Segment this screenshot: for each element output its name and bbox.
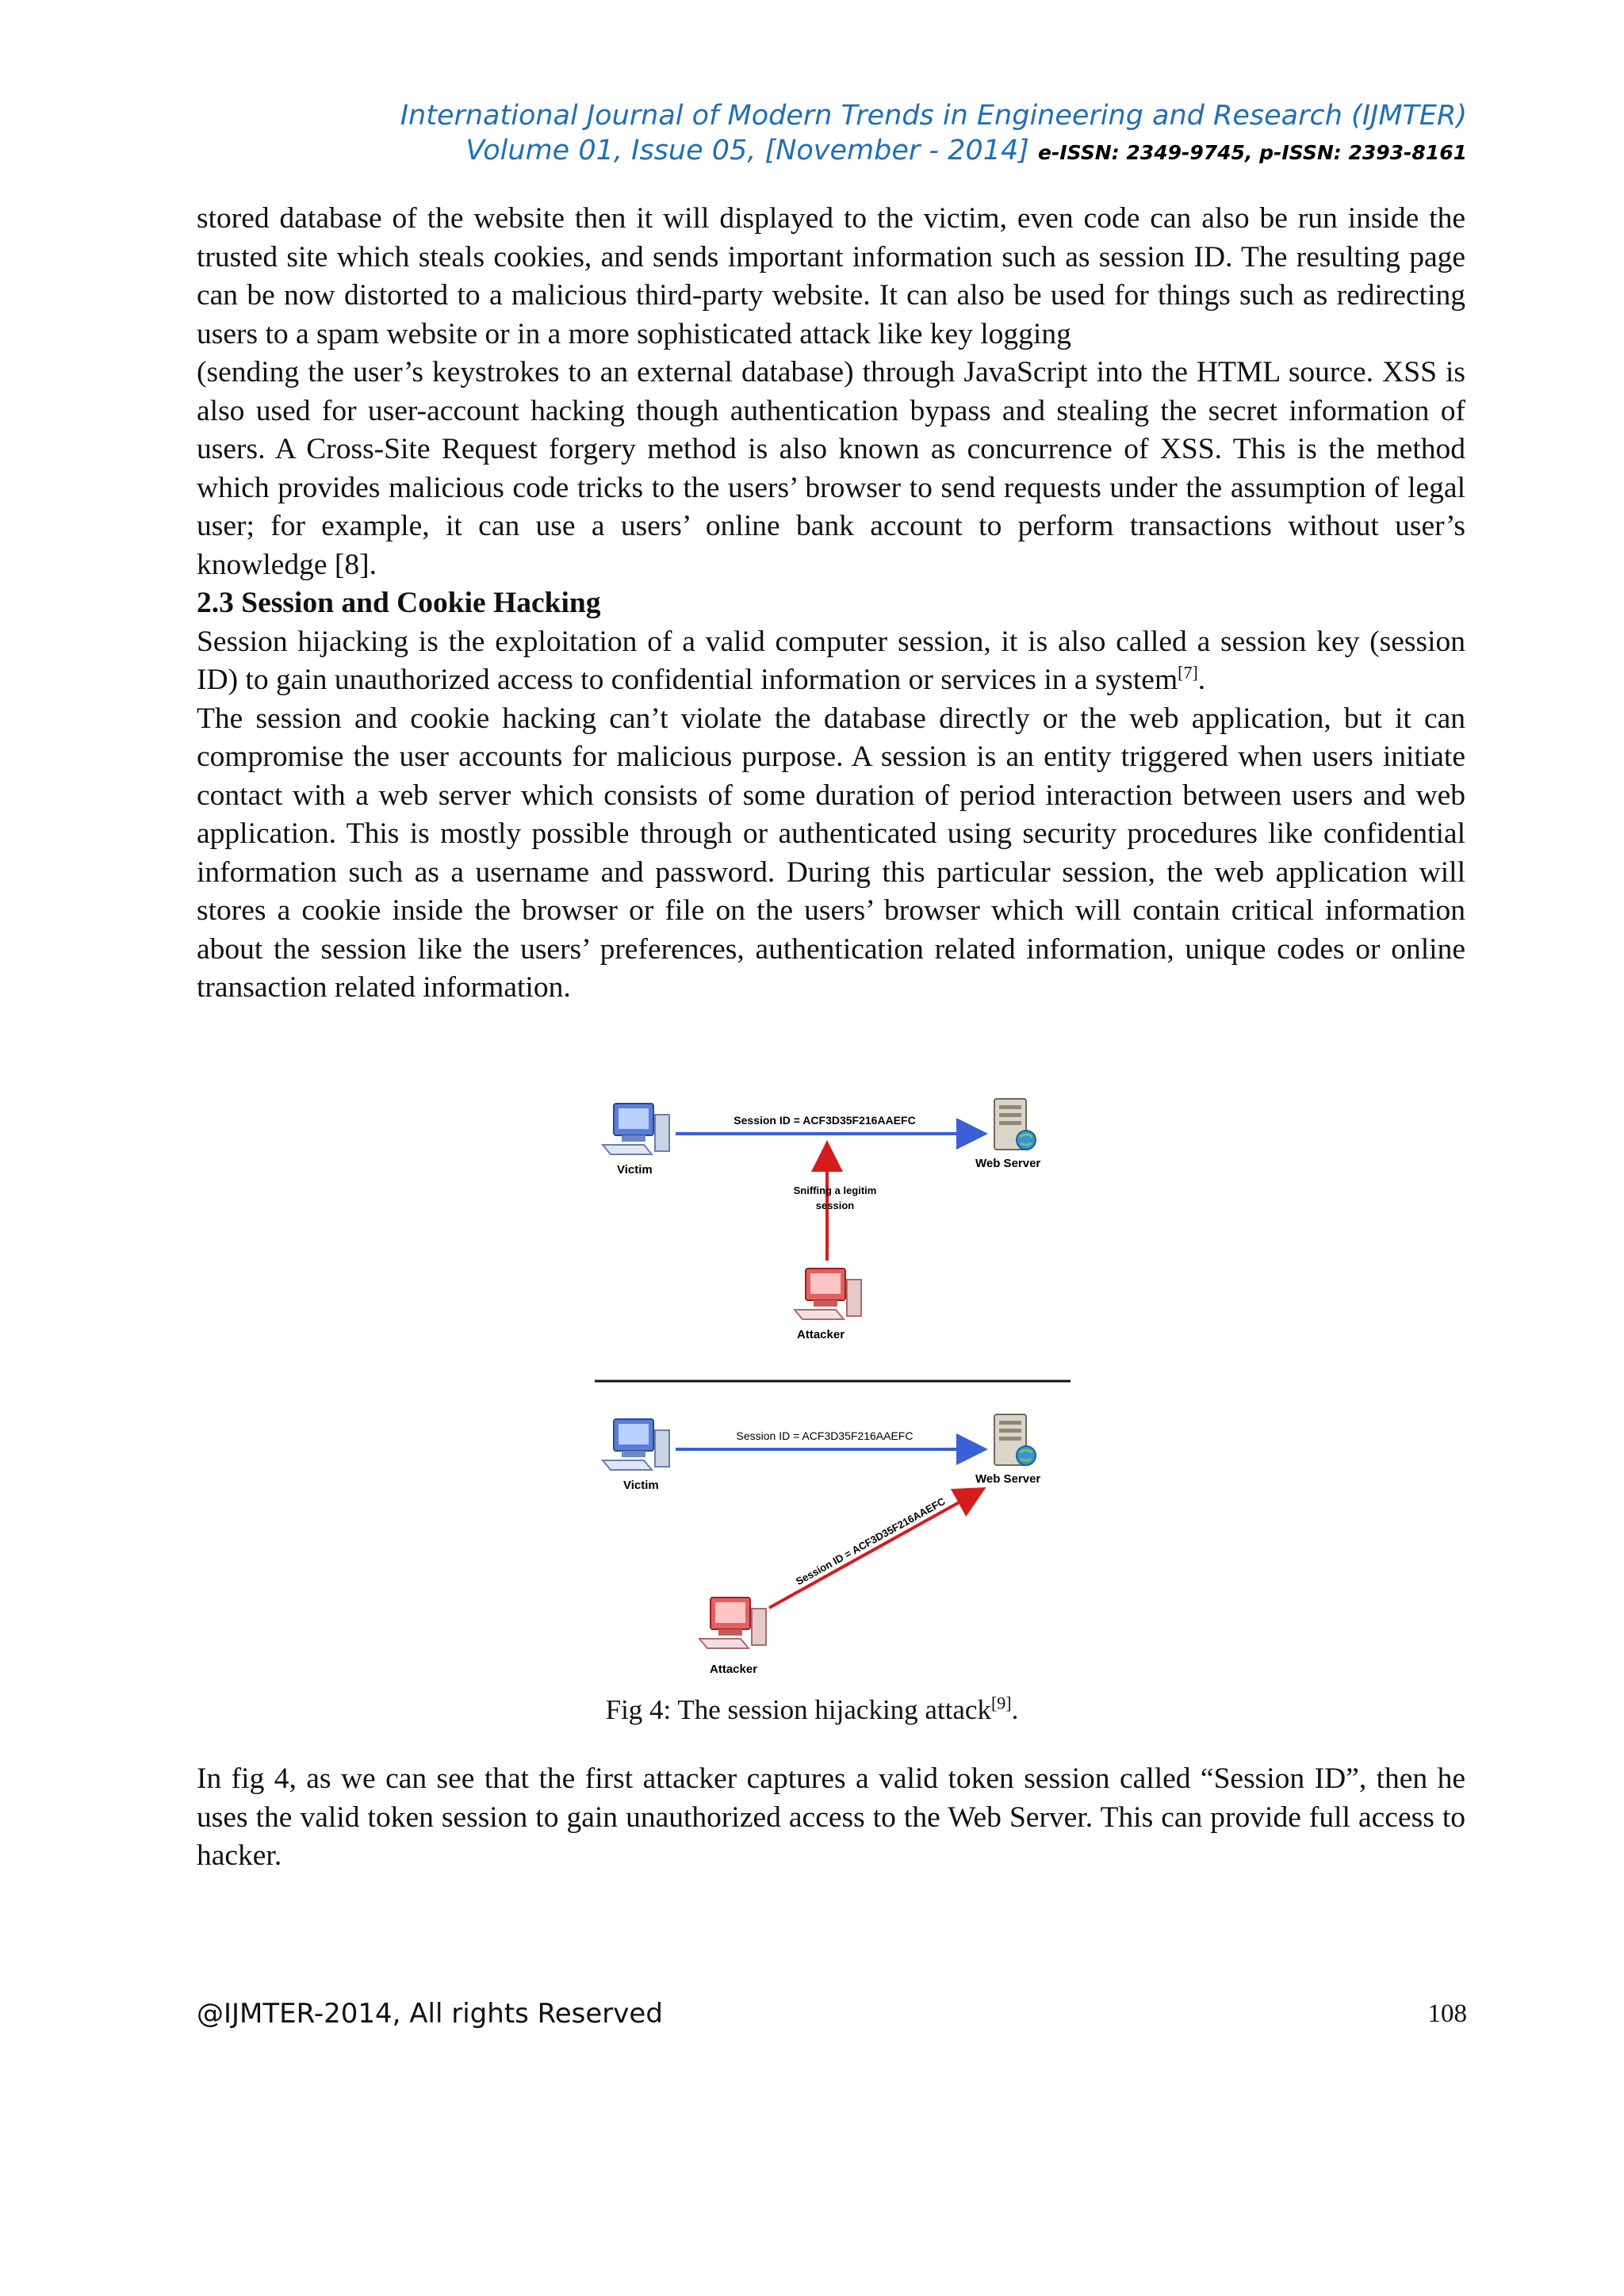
paragraph-5: In fig 4, as we can see that the first attacker captures a valid token session called “Session ID”, then he uses the valid token session to gain unauthorized access to the Web Server. This can provide full access to hacker. <box>197 1762 1465 1872</box>
body-text <box>197 200 1465 1008</box>
web-server-label-top: Web Server <box>975 1157 1041 1170</box>
journal-header <box>400 98 1467 170</box>
victim-label-bottom: Victim <box>623 1479 659 1492</box>
journal-volume: Volume 01, Issue 05, [November - 2014] <box>465 135 1029 166</box>
journal-title: International Journal of Modern Trends in Engineering and Research (IJMTER) <box>400 100 1467 132</box>
page-number: 108 <box>1427 1999 1467 2028</box>
paragraph-2: (sending the user’s keystrokes to an external database) through JavaScript into the HTML source. XSS is also used for user-account hacking though authentication bypass and stealing the secret information of users. A Cross-Site Request forgery method is also known as concurrence of XSS. This is the method which provides malicious code tricks to the users’ browser to send requests under the assumption of legal user; for example, it can use a users’ online bank account to perform transactions without user’s knowledge [8]. <box>197 356 1465 581</box>
attacker-computer-icon-bottom <box>699 1598 766 1648</box>
victim-computer-icon-bottom <box>603 1419 669 1470</box>
paragraph-4: The session and cookie hacking can’t violate the database directly or the web application, but it can compromise the user accounts for malicious purpose. A session is an entity triggered when users initiate contact with a web server which consists of some duration of period interaction between users and web application. This is mostly possible through or authenticated using security procedures like confidential information such as a username and password. During this particular session, the web application will stores a cookie inside the browser or file on the users’ browser which will contain critical information about the session like the users’ preferences, authentication related information, unique codes or online transaction related information. <box>197 702 1465 1004</box>
figure-diagram <box>587 1086 1078 1697</box>
session-id-label-top: Session ID = ACF3D35F216AAEFC <box>733 1114 916 1127</box>
journal-volume-line <box>400 133 1467 170</box>
paragraph-3 <box>197 623 1465 700</box>
web-server-icon-top <box>994 1099 1036 1150</box>
paragraph-1: stored database of the website then it will displayed to the victim, even code can also be run inside the trusted site which steals cookies, and sends important information such as session ID. The resulting page can be now distorted to a malicious third-party website. It can also be used for things such as redirecting users to a spam website or in a more sophisticated attack like key logging <box>197 202 1465 350</box>
figure-caption-text: Fig 4: The session hijacking attack <box>605 1694 991 1725</box>
journal-issn: e-ISSN: 2349-9745, p-ISSN: 2393-8161 <box>1038 141 1467 164</box>
figure-caption <box>0 1693 1624 1728</box>
section-heading: 2.3 Session and Cookie Hacking <box>197 587 601 619</box>
hijack-arrow <box>769 1489 983 1608</box>
victim-computer-icon-top <box>603 1104 669 1154</box>
session-id-label-bottom: Session ID = ACF3D35F216AAEFC <box>736 1429 914 1442</box>
session-hijacking-figure <box>587 1086 1078 1697</box>
attacker-label-bottom: Attacker <box>710 1663 758 1676</box>
attacker-computer-icon-top <box>795 1269 861 1319</box>
web-server-label-bottom: Web Server <box>975 1472 1041 1486</box>
paragraph-3-text: Session hijacking is the exploitation of a valid computer session, it is also called a session key (session ID) to gain unauthorized access to confidential information or services in a system <box>197 625 1465 696</box>
footer-copyright: @IJMTER-2014, All rights Reserved <box>197 1998 663 2030</box>
sniffing-label-line1: Sniffing a legitim <box>793 1184 877 1196</box>
figure-caption-end: . <box>1011 1694 1019 1725</box>
web-server-icon-bottom <box>994 1414 1036 1465</box>
attacker-label-top: Attacker <box>797 1328 845 1341</box>
paragraph-3-end: . <box>1197 664 1206 696</box>
hijack-session-label: Session ID = ACF3D35F216AAEFC <box>794 1494 948 1588</box>
victim-label-top: Victim <box>617 1163 653 1177</box>
sniffing-label-line2: session <box>815 1200 855 1211</box>
citation-7: [7] <box>1178 662 1198 683</box>
citation-9: [9] <box>990 1693 1012 1713</box>
